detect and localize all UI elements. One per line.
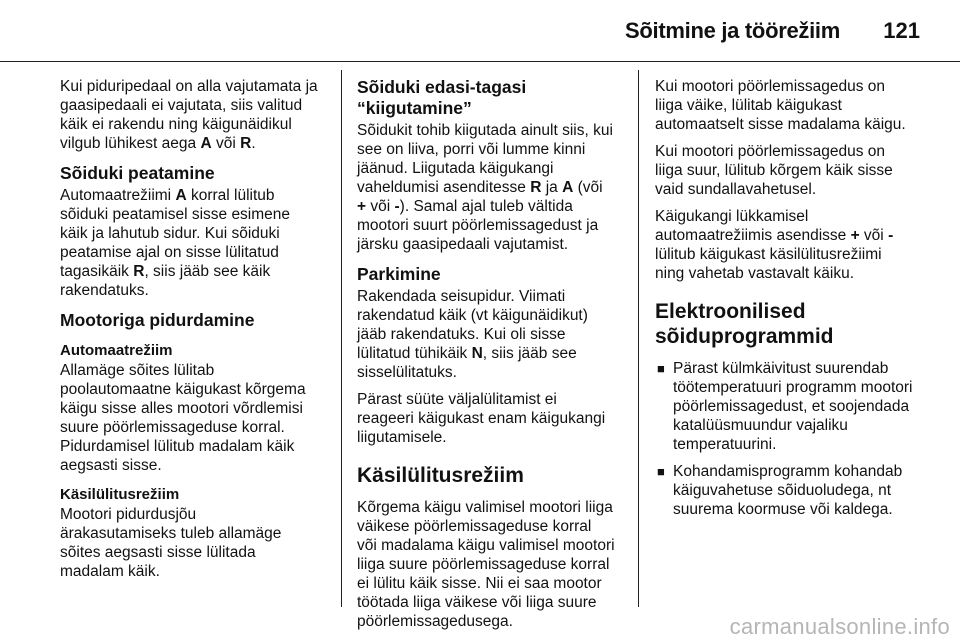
heading-vehicle-stop: Sõiduki peatamine <box>60 163 215 183</box>
list-item: ■ Pärast külmkäivitust suurendab töötemperatuuri programm mootori pöörlemissagedust, et soojendada katalüüsmuundur vajaliku temperatuurini. <box>657 360 913 453</box>
column-divider-left <box>341 70 342 607</box>
parking-paragraph: Rakendada seisupidur. Viimati rakendatud käik (vt käigunäidikut) jääb rakendatuks. Kui oli sisse lülitatud tühikäik N, siis jääb see sisselülitatuks. <box>357 288 588 381</box>
subheading-automatic-mode: Automaatrežiim <box>60 342 173 359</box>
page-header <box>0 0 960 62</box>
manual-mode-paragraph: Mootori pidurdusjõu ärakasutamiseks tuleb allamäge sõites aegsasti sisse lülitada madalam käik. <box>60 506 282 580</box>
square-bullet-icon: ■ <box>657 464 665 479</box>
low-rpm-paragraph: Kui mootori pöörlemissagedus on liiga väike, lülitab käigukast automaatselt sisse madalama käigu. <box>655 78 906 133</box>
automatic-mode-paragraph: Allamäge sõites lülitab poolautomaatne käigukast kõrgema käigu sisse alles mootori võrdlemisi suure pöörlemissageduse korral. Pidurdamisel lülitub madalam käik aegsasti sisse. <box>60 362 306 474</box>
lever-paragraph: Käigukangi lükkamisel automaatrežiimis asendisse + või - lülitub käigukast käsilülitusrežiimi ning vahetab vastavalt käiku. <box>655 208 894 282</box>
heading-parking: Parkimine <box>357 264 441 284</box>
rocking-paragraph: Sõidukit tohib kiigutada ainult siis, kui see on liiva, porri või lumme kinni jäänud. Liigutada käigukangi vaheldumisi asenditesse R ja A (või + või -). Samal ajal tuleb vältida mootori suurt pöörlemissagedust ja järsku gaasipedaali vajutamist. <box>357 122 613 253</box>
header-divider <box>0 61 960 62</box>
vehicle-stop-paragraph: Automaatrežiimi A korral lülitub sõiduki peatamisel sisse esimene käik ja lahutub sidur. Kui sõiduki peatamise ajal on sisse lülitatud tagasikäik R, siis jääb see käik rakendatuks. <box>60 187 291 299</box>
manual-mode-description: Kõrgema käigu valimisel mootori liiga väikese pöörlemissageduse korral või madalama käigu valimisel mootori liiga suure pöörlemissageduse korral ei lülitu käik sisse. Nii ei saa mootor töötada liiga väikese või liiga suure pöörlemissagedusega. <box>357 499 615 630</box>
column-divider-right <box>638 70 639 607</box>
page-title: Sõitmine ja töörežiim <box>625 18 840 43</box>
subheading-manual-mode: Käsilülitusrežiim <box>60 486 180 503</box>
watermark: carmanualsonline.info <box>729 614 950 639</box>
column-1 <box>60 77 335 589</box>
column-3 <box>655 77 930 527</box>
column-2 <box>357 77 632 639</box>
page-number: 121 <box>883 18 920 43</box>
parking-paragraph-2: Pärast süüte väljalülitamist ei reageeri käigukast enam käigukangi liigutamisele. <box>357 391 606 446</box>
high-rpm-paragraph: Kui mootori pöörlemissagedus on liiga suur, lülitub kõrgem käik sisse vaid sundallavahetusel. <box>655 143 893 198</box>
program-list <box>655 359 930 519</box>
heading-engine-braking: Mootoriga pidurdamine <box>60 310 255 330</box>
square-bullet-icon: ■ <box>657 361 665 376</box>
intro-paragraph: Kui piduripedaal on alla vajutamata ja gaasipedaali ei vajutata, siis valitud käik ei rakendu ning käigunäidikul vilgub lühikest aega A või R. <box>60 78 318 152</box>
list-item: ■ Kohandamisprogramm kohandab käiguvahetuse sõiduoludega, nt suurema koormuse või kaldega. <box>657 463 903 518</box>
heading-rocking: Sõiduki edasi-tagasi “kiigutamine” <box>357 77 527 118</box>
heading-manual-mode: Käsilülitusrežiim <box>357 464 524 487</box>
heading-electronic-programs: Elektroonilised sõiduprogrammid <box>655 300 834 348</box>
